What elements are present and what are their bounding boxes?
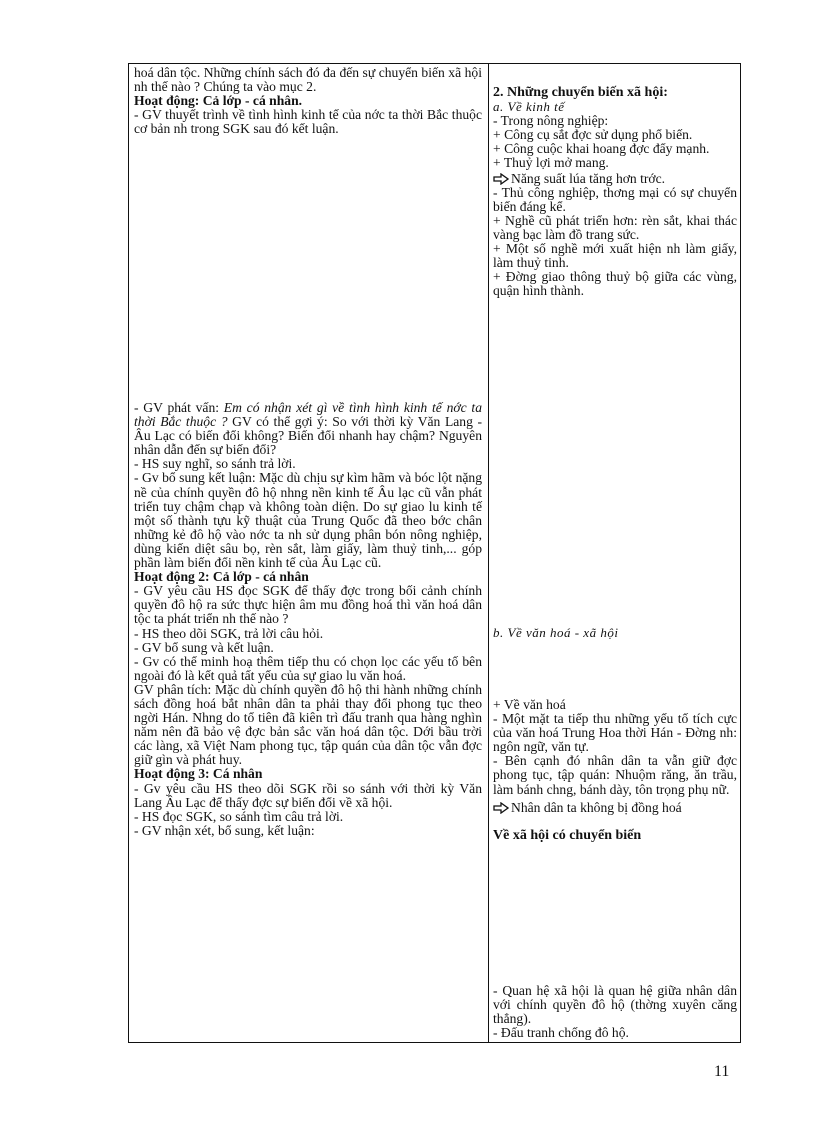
culture-line-2: - Một mặt ta tiếp thu những yếu tố tích cực của văn hoá Trung Hoa thời Hán - Đờng nh: ngôn ngữ, văn tự. <box>493 711 737 755</box>
question-prefix: - GV phát vấn: <box>134 400 224 415</box>
left-column-block-1 <box>134 66 482 136</box>
right-column-block-4 <box>493 984 737 1040</box>
economy-line-9: + Đờng giao thông thuỷ bộ giữa các vùng, quận hình thành. <box>493 269 737 299</box>
activity-3-line-3: - GV nhận xét, bổ sung, kết luận: <box>134 822 315 838</box>
economy-line-6: - Thủ công nghiệp, thơng mại có sự chuyển biến đáng kể. <box>493 184 737 214</box>
arrow-right-icon <box>493 173 509 185</box>
economy-line-2: + Công cụ sắt đợc sử dụng phổ biến. <box>493 127 693 143</box>
right-column-block-2 <box>493 626 737 640</box>
right-column-block-3 <box>493 698 737 843</box>
activity-2-line-4: - Gv có thể minh hoạ thêm tiếp thu có chọn lọc các yếu tố bên ngoài đó là kết quả tất yếu của sự giao lu văn hoá. <box>134 653 482 683</box>
economy-line-1: - Trong nông nghiệp: <box>493 113 609 129</box>
activity-heading: Hoạt động: Cả lớp - cá nhân. <box>134 93 303 109</box>
hs-answer: - HS suy nghĩ, so sánh trả lời. <box>134 456 296 472</box>
activity-2-line-3: - GV bổ sung và kết luận. <box>134 639 274 655</box>
economy-result <box>493 172 737 186</box>
section-title: 2. Những chuyển biến xã hội: <box>493 85 668 100</box>
column-divider <box>488 63 489 1043</box>
activity-3-line-1: - Gv yêu cầu HS theo dõi SGK rồi so sánh với thời kỳ Văn Lang Âu Lạc để thấy đợc sự biến đổi về xã hội. <box>134 780 482 810</box>
gv-conclusion: - Gv bổ sung kết luận: Mặc dù chịu sự kìm hãm và bóc lột nặng nề của chính quyền đô hộ nhng nền kinh tế Âu lạc cũ vẫn phát triển tuy chậm chạp và không toàn diện. Do sự giao lu kinh tế một số thành tựu kỹ thuật của Trung Quốc đã theo bớc chân những kẻ đô hộ vào nớc ta nh sử dụng phân bón nông nghiệp, dùng kiến diệt sâu bọ, rèn sắt, làm giấy, làm thuỷ tinh,... góp phần làm biến đổi nền kinh tế của Âu Lạc cũ. <box>134 470 482 571</box>
economy-line-8: + Một số nghề mới xuất hiện nh làm giấy, làm thuỷ tinh. <box>493 241 737 271</box>
society-line-2: - Đấu tranh chống đô hộ. <box>493 1025 629 1041</box>
question-rest: GV có thể gợi ý: So với thời kỳ Văn Lang - Âu Lạc có biến đổi không? Biến đổi nhanh hay chậm? Nguyên nhân dẫn đến sự biến đổi? <box>134 414 483 458</box>
activity-2-heading: Hoạt động 2: Cả lớp - cá nhân <box>134 569 309 585</box>
right-column-block-1 <box>493 86 737 298</box>
activity-2-line-2: - HS theo dõi SGK, trả lời câu hỏi. <box>134 625 324 641</box>
activity-2-line-1: - GV yêu cầu HS đọc SGK để thấy đợc trong bối cảnh chính quyền đô hộ ra sức thực hiện âm mu đồng hoá thì văn hoá dân tộc ta phát triển nh thế nào ? <box>134 583 482 627</box>
society-line-1: - Quan hệ xã hội là quan hệ giữa nhân dân với chính quyền đô hộ (thờng xuyên căng thẳng). <box>493 983 737 1027</box>
page-number: 11 <box>714 1063 730 1080</box>
subsection-a: a. Về kinh tế <box>493 99 565 115</box>
activity-3-heading: Hoạt động 3: Cá nhân <box>134 766 263 782</box>
question-paragraph <box>134 401 482 457</box>
intro-text: hoá dân tộc. Những chính sách đó đa đến sự chuyển biến xã hội nh thế nào ? Chúng ta vào mục 2. <box>134 65 482 95</box>
activity-2-line-5: GV phân tích: Mặc dù chính quyền đô hộ thi hành những chính sách đồng hoá bắt nhân dân ta phải thay đổi phong tục theo ngời Hán. Nhng do tổ tiên đã kiên trì đấu tranh qua hàng nghìn năm nên đã bảo vệ đợc bản sắc văn hoá dân tộc. Dới bầu trời các làng, xã Việt Nam phong tục, tập quán của dân tộc vẫn đợc giữ gìn và phát huy. <box>134 681 482 768</box>
left-column-block-2 <box>134 401 482 838</box>
society-heading: Về xã hội có chuyển biến <box>493 827 642 843</box>
economy-line-3: + Công cuộc khai hoang đợc đẩy mạnh. <box>493 141 710 157</box>
subsection-b: b. Về văn hoá - xã hội <box>493 625 619 640</box>
activity-text: - GV thuyết trình về tình hình kinh tế của nớc ta thời Bắc thuộc cơ bản nh trong SGK sau đó kết luận. <box>134 107 482 137</box>
culture-line-3: - Bên cạnh đó nhân dân ta vẫn giữ đợc phong tục, tập quán: Nhuộm răng, ăn trầu, làm bánh chng, bánh dày, tôn trọng phụ nữ. <box>493 753 737 797</box>
economy-line-4: + Thuỷ lợi mở mang. <box>493 155 609 171</box>
economy-line-7: + Nghề cũ phát triển hơn: rèn sắt, khai thác vàng bạc làm đồ trang sức. <box>493 212 737 242</box>
culture-result <box>493 801 737 815</box>
culture-result-text: Nhân dân ta không bị đồng hoá <box>511 799 682 815</box>
arrow-right-icon <box>493 802 509 814</box>
economy-result-text: Năng suất lúa tăng hơn trớc. <box>511 170 666 186</box>
activity-3-line-2: - HS đọc SGK, so sánh tìm câu trả lời. <box>134 808 344 824</box>
question-italic: Em có nhận xét gì về tình hình kinh tế nớc ta thời Bắc thuộc ? <box>134 400 482 430</box>
culture-line-1: + Về văn hoá <box>493 697 566 712</box>
